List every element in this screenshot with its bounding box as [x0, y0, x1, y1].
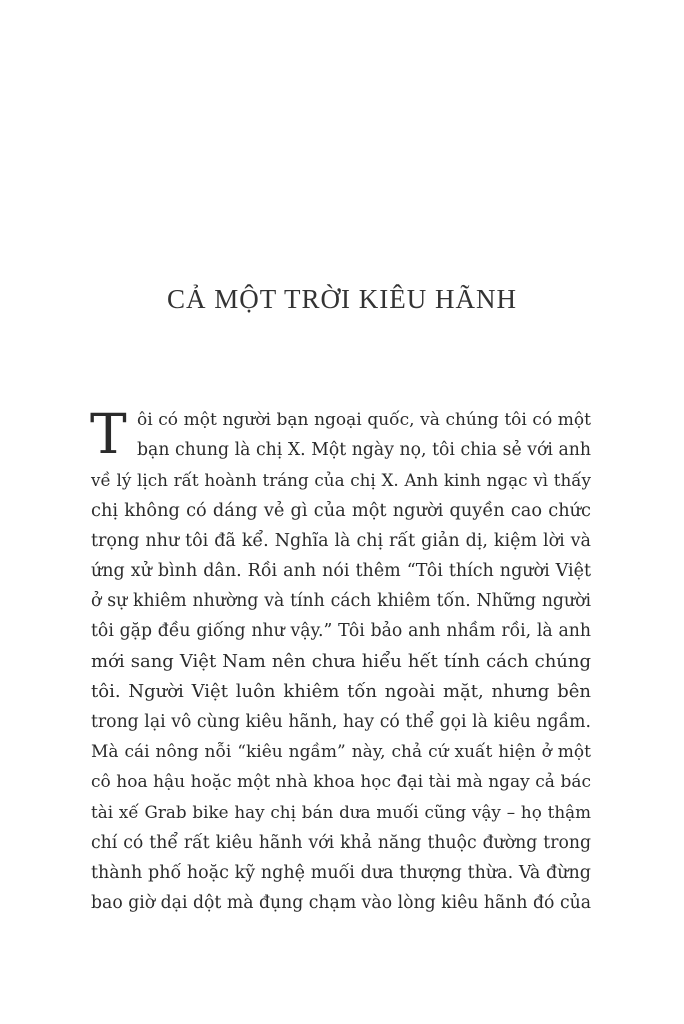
text-line: chị không có dáng vẻ gì của một người quyền cao chức [91, 500, 591, 521]
text-line: mới sang Việt Nam nên chưa hiểu hết tính cách chúng [91, 650, 591, 672]
text-line: tôi gặp đều giống như vậy.” Tôi bảo anh nhầm rồi, là anh [91, 621, 591, 642]
text-line: tôi. Người Việt luôn khiêm tốn ngoài mặt, nhưng bên [91, 680, 591, 702]
text-line: trọng như tôi đã kể. Nghĩa là chị rất giản dị, kiệm lời và [91, 530, 591, 551]
text-line: bao giờ dại dột mà đụng chạm vào lòng kiêu hãnh đó của [91, 893, 591, 913]
text-line: cô hoa hậu hoặc một nhà khoa học đại tài mà ngay cả bác [91, 772, 591, 793]
body-text [90, 402, 591, 918]
text-line: Mà cái nông nỗi “kiêu ngầm” này, chả cứ xuất hiện ở một [91, 742, 591, 763]
drop-cap: T [90, 402, 127, 466]
text-line: ôi có một người bạn ngoại quốc, và chúng tôi có một [137, 410, 591, 430]
chapter-title: CẢ MỘT TRỜI KIÊU HÃNH [167, 284, 517, 314]
text-line: tài xế Grab bike hay chị bán dưa muối cũng vậy – họ thậm [91, 802, 591, 823]
text-line: bạn chung là chị X. Một ngày nọ, tôi chia sẻ với anh [137, 440, 591, 461]
text-line: ở sự khiêm nhường và tính cách khiêm tốn. Những người [91, 591, 591, 612]
text-line: về lý lịch rất hoành tráng của chị X. Anh kinh ngạc vì thấy [91, 470, 591, 491]
text-line: ứng xử bình dân. Rồi anh nói thêm “Tôi thích người Việt [91, 560, 591, 581]
text-line: trong lại vô cùng kiêu hãnh, hay có thể gọi là kiêu ngầm. [91, 711, 591, 732]
text-line: thành phố hoặc kỹ nghệ muối dưa thượng thừa. Và đừng [91, 862, 591, 883]
text-line: chí có thể rất kiêu hãnh với khả năng thuộc đường trong [91, 832, 591, 853]
